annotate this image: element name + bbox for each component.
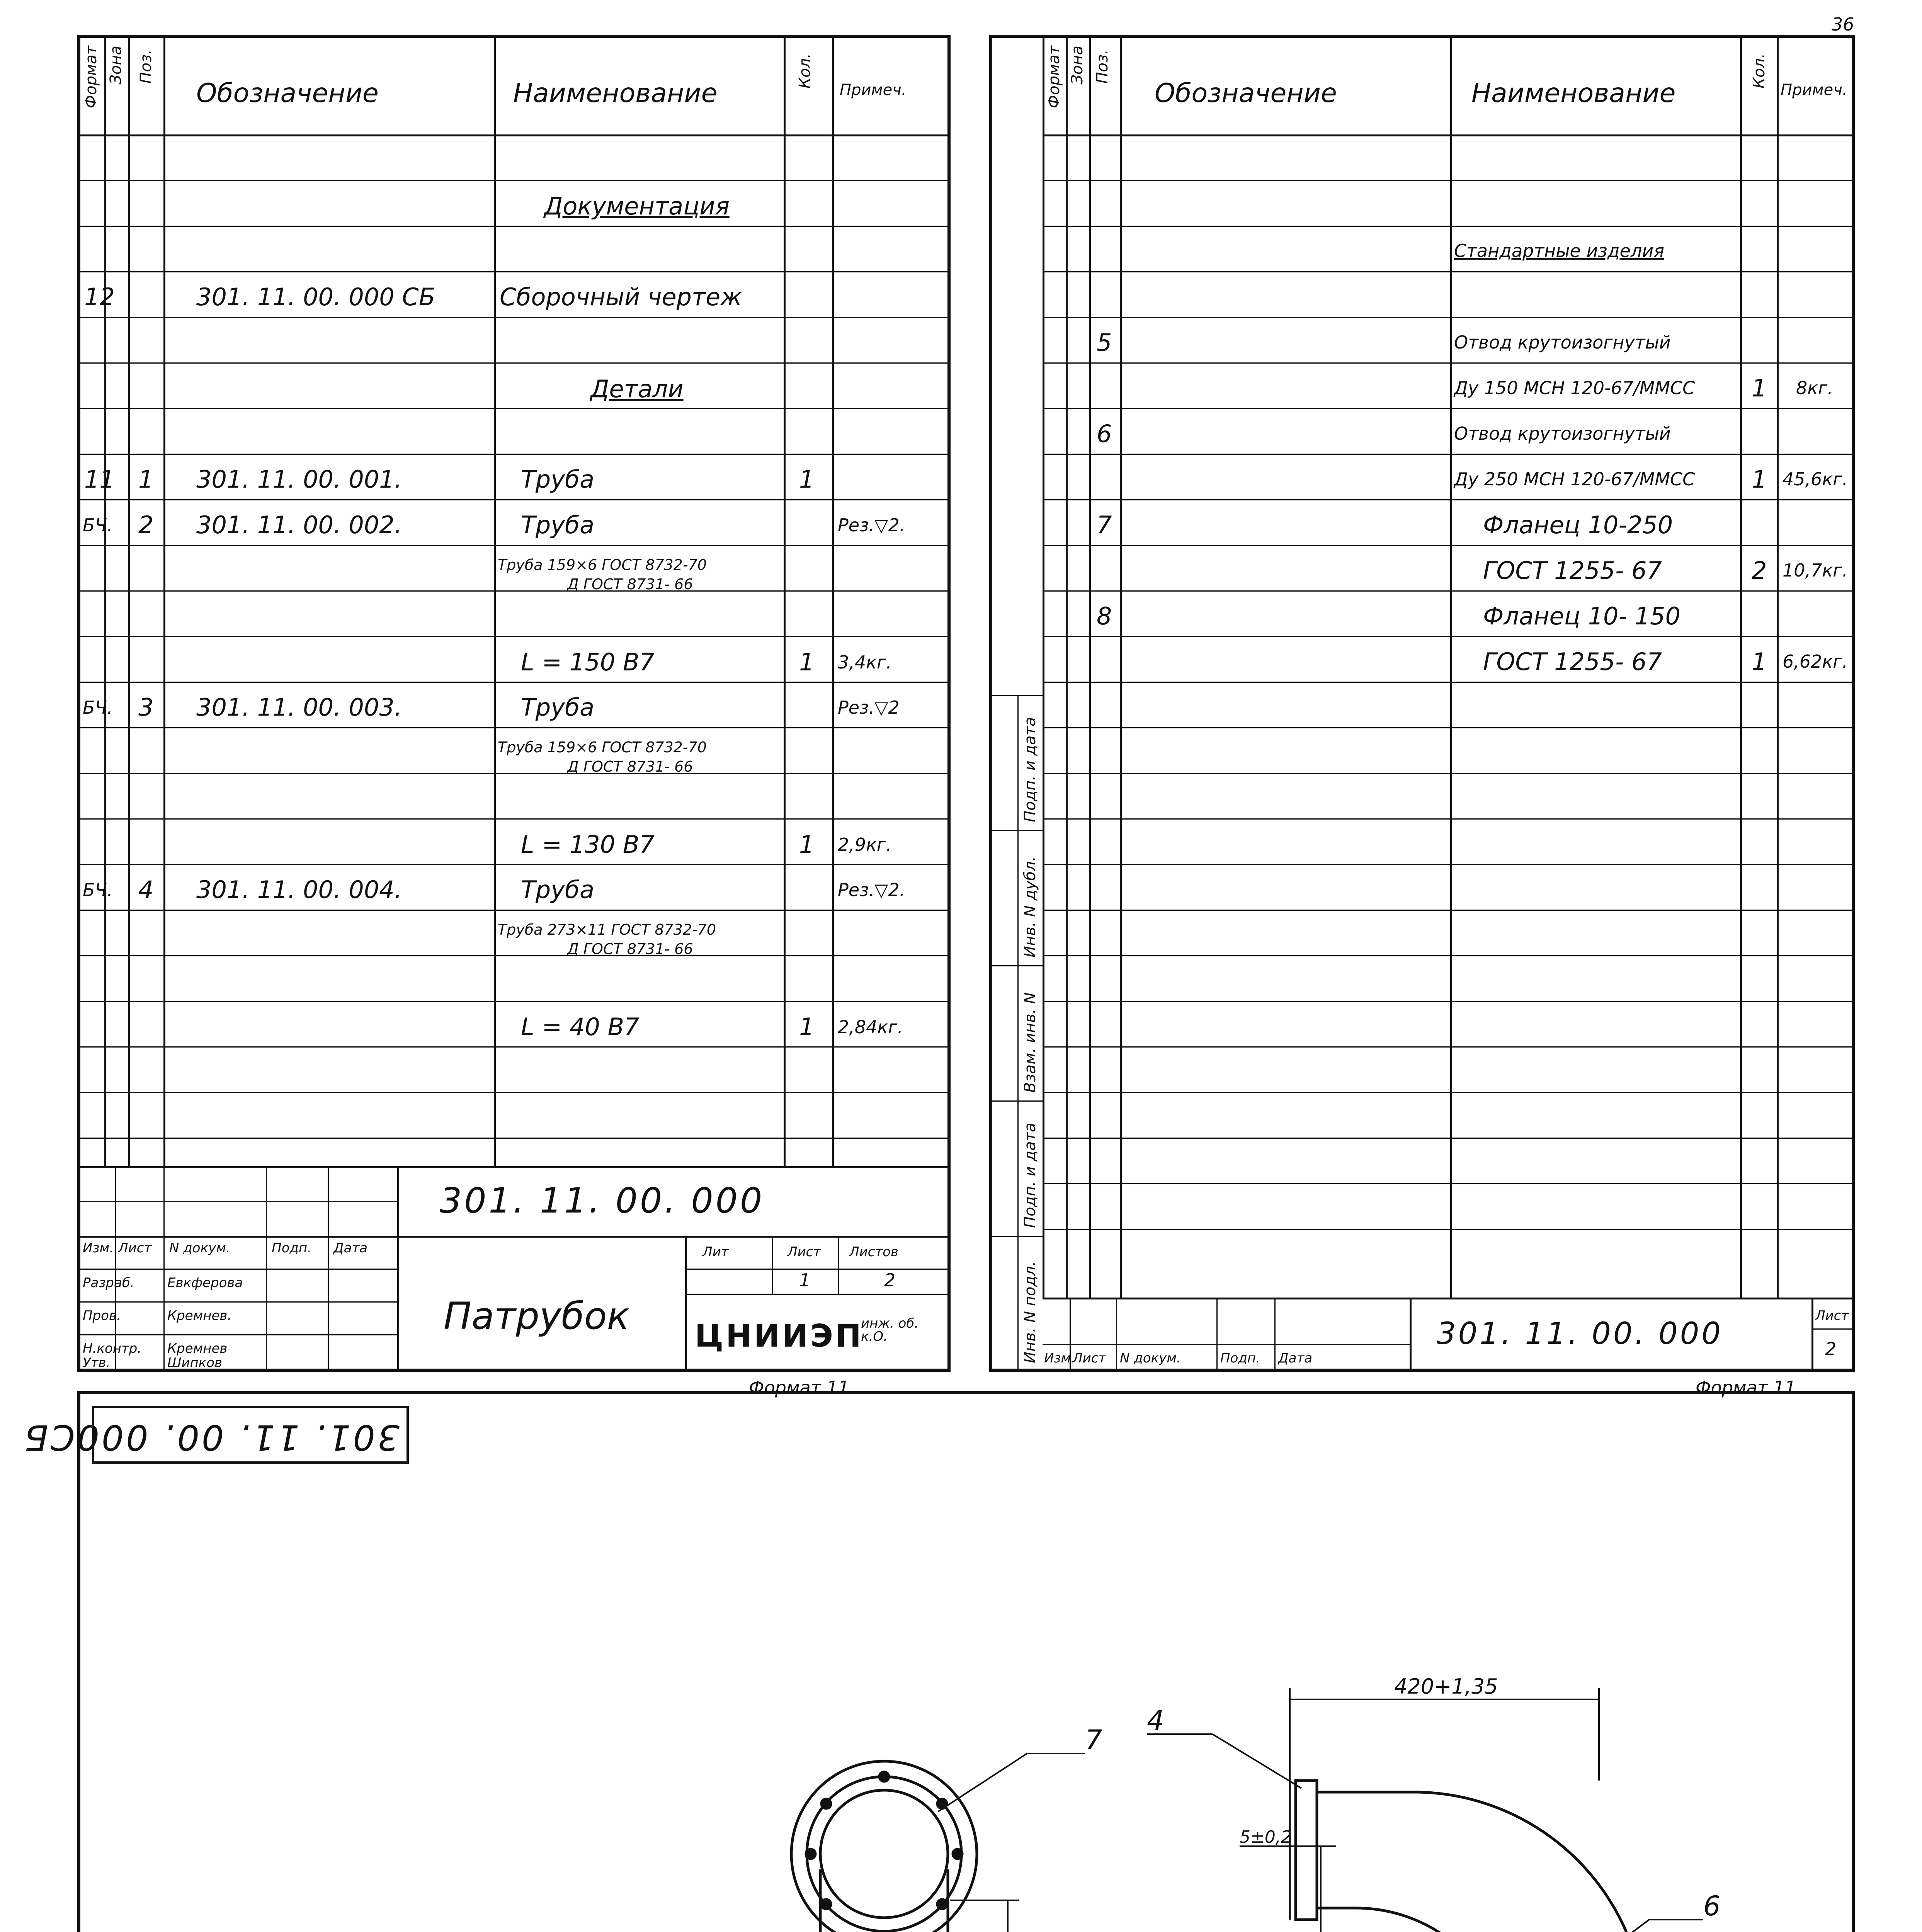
row3-pos: 3 [138, 693, 154, 721]
row3-note: Рез.▽2 [838, 697, 900, 718]
spec2-code: 301. 11. 00. 000 [1437, 1316, 1723, 1351]
row4-format: БЧ. [83, 879, 113, 900]
row4-pos: 4 [138, 876, 154, 904]
sidebar-label: Подп. и дата [1021, 1122, 1039, 1228]
row2-qty: 1 [799, 648, 815, 676]
grid-line [494, 38, 496, 1166]
row-doc-designation: 301. 11. 00. 000 СБ [196, 283, 435, 311]
r6-name-line2: Ду 250 МСН 120-67/ММСС [1454, 469, 1695, 490]
tb-date: Дата [1278, 1350, 1313, 1366]
row3-format: БЧ. [83, 697, 113, 718]
section-standard-items: Стандартные изделия [1454, 240, 1664, 261]
dim-5-right-label: 5±0,2 [1240, 1827, 1292, 1847]
row1-designation: 301. 11. 00. 001. [196, 465, 402, 493]
sidebar-label: Инв. N подл. [1021, 1261, 1039, 1363]
tb-list: Лист [118, 1240, 152, 1256]
header-format: Формат [82, 46, 100, 109]
tb-razrab-name: Евкферова [167, 1275, 243, 1291]
sidebar-label: Инв. N дубл. [1021, 856, 1039, 957]
row4-length: L = 40 В7 [521, 1013, 640, 1041]
r7-pos: 7 [1097, 511, 1112, 539]
spec1-org-sub: инж. об. к.О. [861, 1316, 919, 1344]
r5-qty: 1 [1752, 374, 1767, 402]
section-details: Детали [590, 375, 684, 403]
row1-format: 11 [84, 465, 115, 493]
header-qty: Кол. [796, 53, 814, 89]
r5-name-line2: Ду 150 МСН 120-67/ММСС [1454, 378, 1695, 398]
stamp-code: 301. 11. 00. 000СБ [22, 1417, 400, 1458]
row-doc-name: Сборочный чертеж [500, 283, 742, 311]
specification-sheet-2 [989, 35, 1855, 1398]
tb-list: Лист [1073, 1350, 1106, 1366]
header-qty: Кол. [1750, 53, 1768, 89]
tb-date: Дата [333, 1240, 368, 1256]
row3-qty: 1 [799, 830, 815, 859]
row2-pipe-spec: Труба 159×6 ГОСТ 8732-70 [498, 556, 707, 573]
tb-razrab: Разраб. [83, 1275, 134, 1291]
row3-pipe-std: Д ГОСТ 8731- 66 [567, 758, 693, 775]
grid-line [832, 38, 834, 1166]
r5-pos: 5 [1097, 328, 1112, 357]
header-note: Примеч. [1781, 81, 1847, 99]
tb-nkontr: Н.контр. [83, 1341, 142, 1356]
row3-designation: 301. 11. 00. 003. [196, 693, 402, 721]
spec1-code: 301. 11. 00. 000 [440, 1180, 765, 1221]
row2-mass: 3,4кг. [838, 652, 892, 673]
tb-listov-value: 2 [884, 1270, 896, 1291]
callout-4: 4 [1147, 1705, 1164, 1736]
row4-qty: 1 [799, 1013, 815, 1041]
tb-izm: Изм. [1044, 1350, 1075, 1366]
sidebar-label: Взам. инв. N [1021, 992, 1039, 1093]
row1-pos: 1 [138, 465, 154, 493]
grid-line [163, 38, 165, 1166]
header-name: Наименование [513, 78, 718, 109]
r5-name-line1: Отвод крутоизогнутый [1454, 332, 1671, 353]
elbow-6 [1290, 1781, 1645, 1932]
spec1-org: ЦНИИЭП [695, 1318, 864, 1354]
tb-lit: Лит [702, 1244, 729, 1260]
row1-name: Труба [521, 465, 595, 493]
row3-length: L = 130 В7 [521, 830, 655, 859]
header-note: Примеч. [840, 81, 907, 99]
row3-name: Труба [521, 693, 595, 721]
r7-qty: 2 [1752, 556, 1767, 585]
r8-name-line2: ГОСТ 1255- 67 [1483, 648, 1662, 676]
r8-pos: 8 [1097, 602, 1112, 630]
page-number: 36 [1832, 14, 1854, 35]
r7-name-line2: ГОСТ 1255- 67 [1483, 556, 1662, 585]
r6-mass: 45,6кг. [1783, 469, 1848, 490]
row2-pos: 2 [138, 511, 154, 539]
row2-pipe-std: Д ГОСТ 8731- 66 [567, 576, 693, 593]
r8-mass: 6,62кг. [1783, 651, 1848, 672]
row2-designation: 301. 11. 00. 002. [196, 511, 402, 539]
tb-list-label: Лист [788, 1244, 821, 1260]
r5-mass: 8кг. [1796, 378, 1833, 398]
header-designation: Обозначение [1155, 78, 1337, 109]
specification-sheet-1 [77, 35, 951, 1398]
callout-7: 7 [1085, 1724, 1102, 1756]
row2-length: L = 150 В7 [521, 648, 655, 676]
header-designation: Обозначение [196, 78, 379, 109]
r7-mass: 10,7кг. [1783, 560, 1848, 581]
header-pos: Поз. [1094, 49, 1111, 84]
row3-pipe-spec: Труба 159×6 ГОСТ 8732-70 [498, 739, 707, 756]
sidebar-label: Подп. и дата [1021, 717, 1039, 822]
spec2-format: Формат 11 [1696, 1377, 1796, 1398]
grid-line [128, 38, 130, 1166]
row2-format: БЧ. [83, 515, 113, 536]
header-format: Формат [1045, 46, 1063, 109]
tb-doc: N докум. [169, 1240, 230, 1256]
header-zone: Зона [1068, 46, 1086, 85]
section-documentation: Документация [544, 192, 730, 220]
tb-list-label: Лист [1815, 1308, 1849, 1323]
tb-utv: Утв. [83, 1355, 111, 1371]
tb-listov-label: Листов [849, 1244, 899, 1260]
tb-sign: Подп. [272, 1240, 311, 1256]
grid-line [104, 38, 106, 1166]
grid-line [80, 134, 947, 136]
row4-mass: 2,84кг. [838, 1017, 903, 1037]
r6-qty: 1 [1752, 465, 1767, 493]
row4-name: Труба [521, 876, 595, 904]
r8-qty: 1 [1752, 648, 1767, 676]
header-name: Наименование [1471, 78, 1676, 109]
row4-pipe-std: Д ГОСТ 8731- 66 [567, 940, 693, 957]
dim-420-label: 420+1,35 [1394, 1674, 1498, 1699]
row4-pipe-spec: Труба 273×11 ГОСТ 8732-70 [498, 921, 716, 938]
row4-note: Рез.▽2. [838, 879, 905, 900]
assembly-drawing-sheet [22, 1391, 1855, 1932]
r6-pos: 6 [1097, 420, 1112, 448]
tb-nkontr-name: Кремнев [167, 1341, 228, 1356]
tb-list-value: 2 [1825, 1338, 1837, 1359]
row4-designation: 301. 11. 00. 004. [196, 876, 402, 904]
r7-name-line1: Фланец 10-250 [1483, 511, 1673, 539]
row1-qty: 1 [799, 465, 815, 493]
row2-name: Труба [521, 511, 595, 539]
row-doc-format: 12 [84, 283, 115, 311]
spec1-title: Патрубок [444, 1294, 629, 1338]
assembly-graphics [80, 1394, 1852, 1932]
title-block-small [1043, 1298, 1852, 1369]
header-zone: Зона [107, 46, 125, 85]
r8-name-line1: Фланец 10- 150 [1483, 602, 1680, 630]
row2-note: Рез.▽2. [838, 515, 905, 536]
tb-sign: Подп. [1220, 1350, 1260, 1366]
tb-utv-name: Шипков [167, 1355, 223, 1371]
row3-mass: 2,9кг. [838, 834, 892, 855]
header-pos: Поз. [137, 49, 155, 84]
title-block [80, 1166, 947, 1369]
tb-doc: N докум. [1120, 1350, 1181, 1366]
tb-list-value: 1 [799, 1270, 811, 1291]
spec1-format: Формат 11. [749, 1377, 855, 1398]
grid-line [784, 38, 786, 1166]
tb-prov: Пров. [83, 1308, 121, 1323]
callout-6: 6 [1703, 1890, 1721, 1922]
r6-name-line1: Отвод крутоизогнутый [1454, 423, 1671, 444]
tb-prov-name: Кремнев. [167, 1308, 232, 1323]
tb-izm: Изм. [83, 1240, 114, 1256]
